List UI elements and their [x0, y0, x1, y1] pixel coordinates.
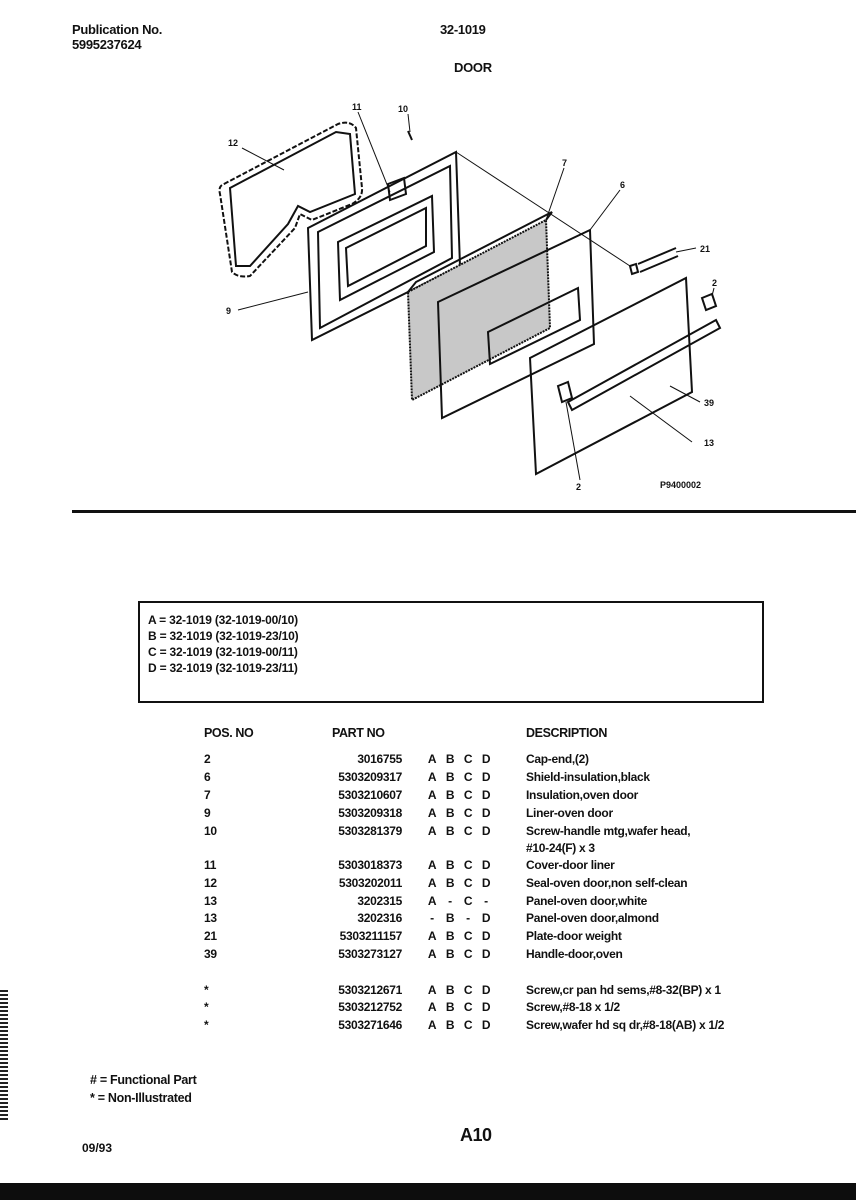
model-applicability-cell: D	[481, 1000, 491, 1014]
table-row	[0, 876, 856, 893]
pos-number-cell: 9	[204, 806, 211, 820]
model-applicability-cell: D	[481, 806, 491, 820]
model-applicability-cell: C	[463, 929, 473, 943]
model-applicability-cell: C	[463, 983, 473, 997]
part-number-cell: 3202316	[357, 911, 402, 925]
description-cell: Seal-oven door,non self-clean	[526, 876, 688, 890]
model-applicability-cell: -	[466, 911, 470, 925]
part-number-cell: 5303210607	[338, 788, 402, 802]
description-cell: Cover-door liner	[526, 858, 615, 872]
description-cell: Cap-end,(2)	[526, 752, 589, 766]
model-applicability-cell: C	[463, 824, 473, 838]
model-applicability-cell: C	[463, 788, 473, 802]
model-applicability-cell: C	[463, 876, 473, 890]
callout-2-top: 2	[712, 278, 718, 288]
section-title: DOOR	[454, 60, 492, 75]
pos-number-cell: 11	[204, 858, 217, 872]
model-applicability-cell: C	[463, 1018, 473, 1032]
pos-number-cell: 2	[204, 752, 211, 766]
section-divider	[72, 510, 856, 513]
model-applicability-cell: B	[445, 876, 455, 890]
table-row	[0, 788, 856, 805]
table-row	[0, 752, 856, 769]
callout-2-bottom: 2	[576, 482, 582, 492]
model-applicability-cell: A	[427, 806, 437, 820]
part-number-cell: 5303273127	[338, 947, 402, 961]
model-applicability-cell: A	[427, 894, 437, 908]
model-applicability-cell: -	[430, 911, 434, 925]
pos-number-cell: *	[204, 1018, 209, 1032]
callout-11: 11	[352, 102, 362, 112]
publication-number: 5995237624	[72, 37, 142, 52]
part-number-cell: 5303209318	[338, 806, 402, 820]
model-applicability-cell: D	[481, 947, 491, 961]
model-applicability-cell: D	[481, 788, 491, 802]
scan-bottom-bar	[0, 1183, 856, 1200]
part-number-cell: 5303212671	[338, 983, 402, 997]
model-key-d: D = 32-1019 (32-1019-23/11)	[148, 661, 298, 675]
publication-label: Publication No.	[72, 22, 163, 37]
pos-number-cell: *	[204, 983, 209, 997]
door-exploded-diagram	[200, 96, 740, 496]
table-row	[0, 770, 856, 787]
callout-39: 39	[704, 398, 715, 408]
model-applicability-cell: D	[481, 929, 491, 943]
table-row	[0, 1000, 856, 1017]
description-cell: Screw-handle mtg,wafer head,	[526, 824, 691, 838]
model-applicability-cell: D	[481, 770, 491, 784]
table-row	[0, 911, 856, 928]
model-applicability-cell: A	[427, 752, 437, 766]
model-applicability-cell: C	[463, 858, 473, 872]
callout-9: 9	[226, 306, 232, 316]
model-applicability-cell: A	[427, 1018, 437, 1032]
model-key-b: B = 32-1019 (32-1019-23/10)	[148, 629, 299, 643]
model-applicability-cell: A	[427, 1000, 437, 1014]
description-cell: Shield-insulation,black	[526, 770, 650, 784]
table-row	[0, 1018, 856, 1035]
part-number-cell: 3202315	[357, 894, 402, 908]
callout-12: 12	[228, 138, 239, 148]
model-applicability-cell: A	[427, 983, 437, 997]
model-applicability-cell: A	[427, 824, 437, 838]
table-row	[0, 858, 856, 875]
model-applicability-cell: C	[463, 770, 473, 784]
description-cell: Screw,wafer hd sq dr,#8-18(AB) x 1/2	[526, 1018, 725, 1032]
header-pos-no: POS. NO	[204, 726, 254, 740]
part-number-cell: 3016755	[357, 752, 402, 766]
callout-6: 6	[620, 180, 626, 190]
model-applicability-cell: C	[463, 752, 473, 766]
table-row	[0, 947, 856, 964]
pos-number-cell: 13	[204, 911, 217, 925]
model-applicability-cell: B	[445, 806, 455, 820]
page-number: A10	[460, 1125, 492, 1145]
footer-date: 09/93	[82, 1141, 113, 1155]
model-applicability-cell: D	[481, 911, 491, 925]
pos-number-cell: 12	[204, 876, 217, 890]
insulation-part-drawing	[408, 220, 550, 400]
part-number-cell: 5303018373	[338, 858, 402, 872]
description-cell: Screw,#8-18 x 1/2	[526, 1000, 620, 1014]
callout-10: 10	[398, 104, 409, 114]
callout-21: 21	[700, 244, 711, 254]
model-key-a: A = 32-1019 (32-1019-00/10)	[148, 613, 298, 627]
header-description: DESCRIPTION	[526, 726, 608, 740]
model-applicability-cell: B	[445, 858, 455, 872]
legend-non-illustrated: * = Non-Illustrated	[90, 1091, 192, 1105]
legend-functional: # = Functional Part	[90, 1073, 197, 1087]
model-applicability-cell: A	[427, 947, 437, 961]
table-row	[0, 894, 856, 911]
part-number-cell: 5303212752	[338, 1000, 402, 1014]
part-number-cell: 5303209317	[338, 770, 402, 784]
description-cell: Panel-oven door,almond	[526, 911, 659, 925]
panel-part-drawing	[530, 278, 692, 474]
model-applicability-cell: A	[427, 858, 437, 872]
model-applicability-cell: B	[445, 770, 455, 784]
model-applicability-cell: D	[481, 983, 491, 997]
model-applicability-cell: C	[463, 894, 473, 908]
description-cell: Handle-door,oven	[526, 947, 623, 961]
description-cell: Screw,cr pan hd sems,#8-32(BP) x 1	[526, 983, 721, 997]
model-key-c: C = 32-1019 (32-1019-00/11)	[148, 645, 298, 659]
model-key-box	[138, 601, 764, 703]
model-applicability-cell: B	[445, 788, 455, 802]
table-row	[0, 806, 856, 823]
pos-number-cell: 13	[204, 894, 217, 908]
model-applicability-cell: D	[481, 858, 491, 872]
description-cell: Panel-oven door,white	[526, 894, 648, 908]
model-applicability-cell: C	[463, 1000, 473, 1014]
model-applicability-cell: B	[445, 947, 455, 961]
table-row	[0, 929, 856, 946]
description-cell: Insulation,oven door	[526, 788, 639, 802]
part-number-cell: 5303211157	[339, 929, 402, 943]
model-applicability-cell: D	[481, 824, 491, 838]
plate-part-drawing	[630, 264, 638, 274]
handle-part-drawing	[568, 320, 720, 410]
model-applicability-cell: -	[484, 894, 488, 908]
model-applicability-cell: C	[463, 947, 473, 961]
callout-13: 13	[704, 438, 715, 448]
model-applicability-cell: B	[445, 1018, 455, 1032]
model-applicability-cell: A	[427, 770, 437, 784]
pos-number-cell: 21	[204, 929, 217, 943]
pos-number-cell: 39	[204, 947, 217, 961]
model-applicability-cell: B	[445, 1000, 455, 1014]
description-continuation-cell: #10-24(F) x 3	[526, 841, 595, 855]
pos-number-cell: *	[204, 1000, 209, 1014]
part-number-cell: 5303281379	[338, 824, 402, 838]
model-applicability-cell: -	[448, 894, 452, 908]
scan-edge-marks	[0, 990, 8, 1120]
pos-number-cell: 10	[204, 824, 217, 838]
part-number-cell: 5303271646	[338, 1018, 402, 1032]
model-applicability-cell: D	[481, 876, 491, 890]
model-applicability-cell: B	[445, 983, 455, 997]
model-applicability-cell: A	[427, 876, 437, 890]
pos-number-cell: 6	[204, 770, 211, 784]
model-applicability-cell: B	[445, 929, 455, 943]
part-number-cell: 5303202011	[338, 876, 402, 890]
table-row	[0, 983, 856, 1000]
model-applicability-cell: A	[427, 788, 437, 802]
figure-code: P9400002	[660, 480, 702, 490]
model-applicability-cell: B	[445, 911, 455, 925]
model-applicability-cell: D	[481, 1018, 491, 1032]
description-cell: Plate-door weight	[526, 929, 622, 943]
callout-7: 7	[562, 158, 568, 168]
model-applicability-cell: C	[463, 806, 473, 820]
model-number: 32-1019	[440, 22, 486, 37]
description-cell: Liner-oven door	[526, 806, 613, 820]
header-part-no: PART NO	[332, 726, 385, 740]
table-row	[0, 824, 856, 855]
model-applicability-cell: B	[445, 824, 455, 838]
model-applicability-cell: D	[481, 752, 491, 766]
model-applicability-cell: A	[427, 929, 437, 943]
pos-number-cell: 7	[204, 788, 211, 802]
model-applicability-cell: B	[445, 752, 455, 766]
